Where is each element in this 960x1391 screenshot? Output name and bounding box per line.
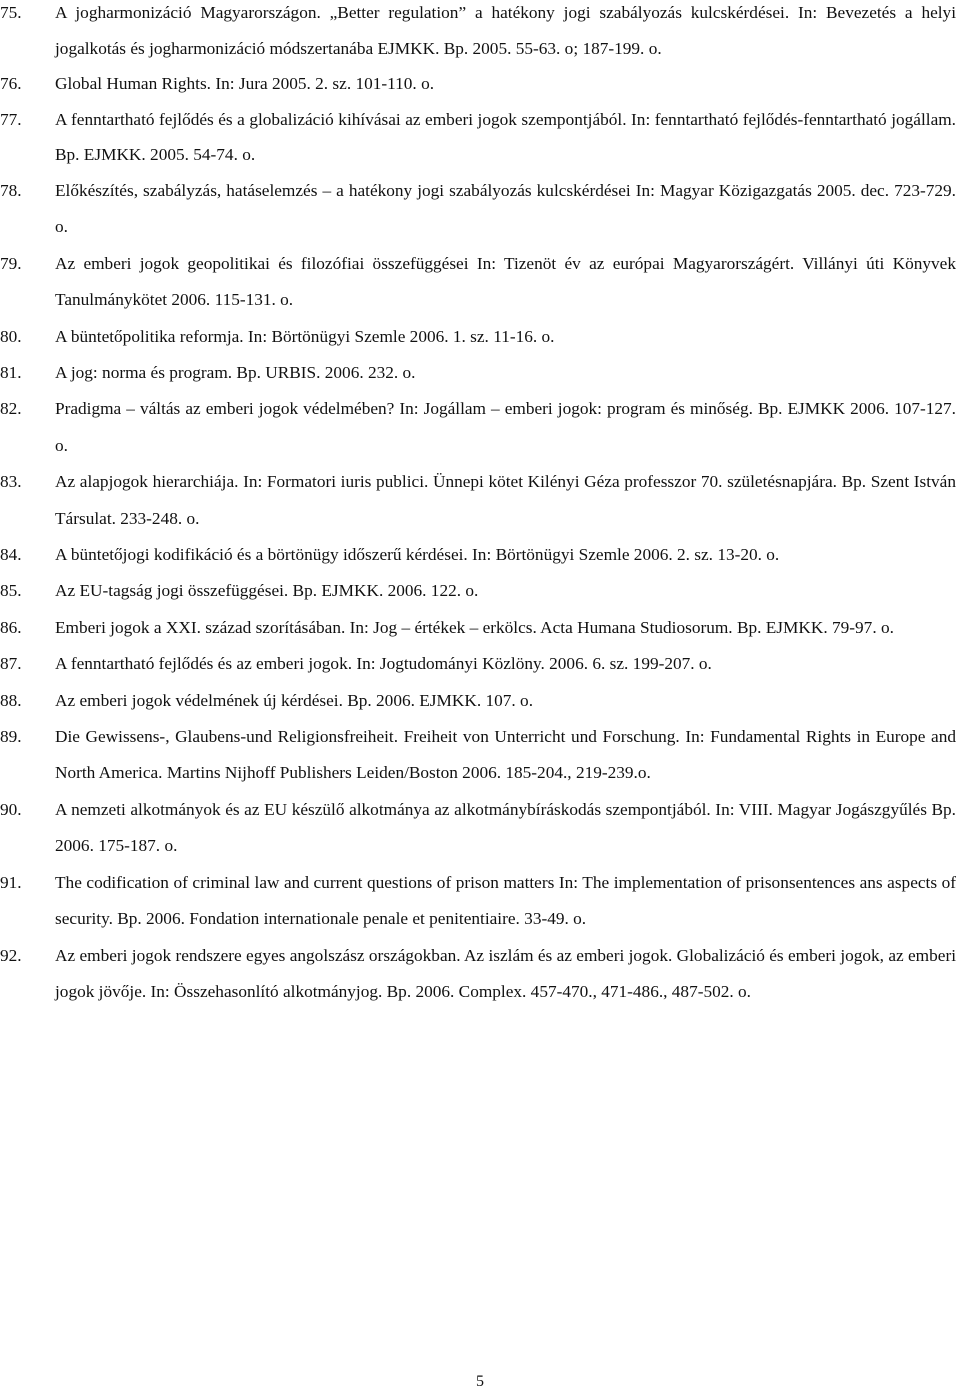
entry-number: 88. xyxy=(0,690,22,710)
entry-text: A fenntartható fejlődés és az emberi jogok. In: Jogtudományi Közlöny. 2006. 6. sz. 199-207. o. xyxy=(55,654,712,674)
entry-number: 82. xyxy=(0,399,22,419)
bibliography-entry-79 xyxy=(0,246,960,319)
entry-number: 91. xyxy=(0,872,22,892)
entry-number: 85. xyxy=(0,581,22,601)
entry-number: 87. xyxy=(0,654,22,674)
entry-text: Az EU-tagság jogi összefüggései. Bp. EJMKK. 2006. 122. o. xyxy=(55,581,479,601)
entry-text: Előkészítés, szabályzás, hatáselemzés – a hatékony jogi szabályozás kulcskérdései In: Magyar Közigazgatás 2005. dec. 723-729. o. xyxy=(55,180,956,237)
bibliography-entry-81 xyxy=(0,355,960,391)
entry-text: Die Gewissens-, Glaubens-und Religionsfreiheit. Freiheit von Unterricht und Forschung. In: Fundamental Rights in Europe and North America. Martins Nijhoff Publishers Leiden/Boston 2006. 185-204., 219-239.o. xyxy=(55,727,956,783)
entry-number: 76. xyxy=(0,74,22,94)
entry-text: Az emberi jogok rendszere egyes angolszász országokban. Az iszlám és az emberi jogok. Globalizáció és emberi jogok, az emberi jogok jövője. In: Összehasonlító alkotmányjog. Bp. 2006. Complex. 457-470., 471-486., 487-502. o. xyxy=(55,945,956,1001)
entry-text: Az alapjogok hierarchiája. In: Formatori iuris publici. Ünnepi kötet Kilényi Géza professzor 70. születésnapjára. Bp. Szent István Társulat. 233-248. o. xyxy=(55,472,956,528)
bibliography-entry-86 xyxy=(0,610,960,646)
bibliography-entry-90 xyxy=(0,792,960,865)
entry-number: 89. xyxy=(0,727,22,747)
entry-number: 80. xyxy=(0,326,22,346)
entry-text: Global Human Rights. In: Jura 2005. 2. sz. 101-110. o. xyxy=(55,74,435,94)
entry-text: A nemzeti alkotmányok és az EU készülő alkotmánya az alkotmánybíráskodás szempontjából. In: VIII. Magyar Jogászgyűlés Bp. 2006. 175-187. o. xyxy=(55,799,956,856)
bibliography-entry-76 xyxy=(0,66,960,102)
bibliography-entry-77 xyxy=(0,102,960,173)
bibliography-entry-92 xyxy=(0,938,960,1011)
entry-text: The codification of criminal law and current questions of prison matters In: The implementation of prisonsentences ans aspects of security. Bp. 2006. Fondation internationale penale et penitentiaire. 33-49. o. xyxy=(55,872,956,929)
bibliography-entry-84 xyxy=(0,537,960,573)
entry-text: Az emberi jogok védelmének új kérdései. Bp. 2006. EJMKK. 107. o. xyxy=(55,690,534,710)
entry-text: Az emberi jogok geopolitikai és filozófiai összefüggései In: Tizenöt év az európai Magyarországért. Villányi úti Könyvek Tanulmánykötet 2006. 115-131. o. xyxy=(55,253,956,310)
entry-number: 79. xyxy=(0,253,22,273)
bibliography-entry-89 xyxy=(0,719,960,792)
entry-text: Pradigma – váltás az emberi jogok védelmében? In: Jogállam – emberi jogok: program és minőség. Bp. EJMKK 2006. 107-127. o. xyxy=(55,399,956,455)
bibliography-entry-87 xyxy=(0,646,960,682)
bibliography-entry-80 xyxy=(0,319,960,355)
bibliography-entry-78 xyxy=(0,173,960,246)
entry-number: 77. xyxy=(0,109,22,129)
entry-number: 92. xyxy=(0,945,22,965)
page-number: 5 xyxy=(476,1373,484,1390)
entry-number: 81. xyxy=(0,363,22,382)
bibliography-entry-91 xyxy=(0,865,960,938)
entry-text: Emberi jogok a XXI. század szorításában. In: Jog – értékek – erkölcs. Acta Humana Studiosorum. Bp. EJMKK. 79-97. o. xyxy=(55,617,894,637)
entry-text: A jogharmonizáció Magyarországon. „Better regulation” a hatékony jogi szabályozás kulcskérdései. In: Bevezetés a helyi jogalkotás és jogharmonizáció módszertanába EJMKK. Bp. 2005. 55-63. o; 187-199. o. xyxy=(55,3,956,58)
bibliography-entry-88 xyxy=(0,683,960,719)
bibliography-entry-75 xyxy=(0,0,960,66)
entry-text: A jog: norma és program. Bp. URBIS. 2006. 232. o. xyxy=(55,363,416,382)
entry-number: 78. xyxy=(0,180,22,200)
entry-number: 86. xyxy=(0,617,22,637)
entry-number: 84. xyxy=(0,545,22,565)
entry-number: 90. xyxy=(0,799,22,819)
bibliography-entry-82 xyxy=(0,391,960,464)
entry-text: A büntetőpolitika reformja. In: Börtönügyi Szemle 2006. 1. sz. 11-16. o. xyxy=(55,326,555,346)
entry-number: 83. xyxy=(0,472,22,492)
bibliography-entry-83 xyxy=(0,464,960,537)
entry-text: A fenntartható fejlődés és a globalizáció kihívásai az emberi jogok szempontjából. In: fenntartható fejlődés-fenntartható jogállam. Bp. EJMKK. 2005. 54-74. o. xyxy=(55,109,956,165)
entry-number: 75. xyxy=(0,3,22,22)
entry-text: A büntetőjogi kodifikáció és a börtönügy időszerű kérdései. In: Börtönügyi Szemle 2006. 2. sz. 13-20. o. xyxy=(55,545,780,565)
bibliography-entry-85 xyxy=(0,573,960,609)
